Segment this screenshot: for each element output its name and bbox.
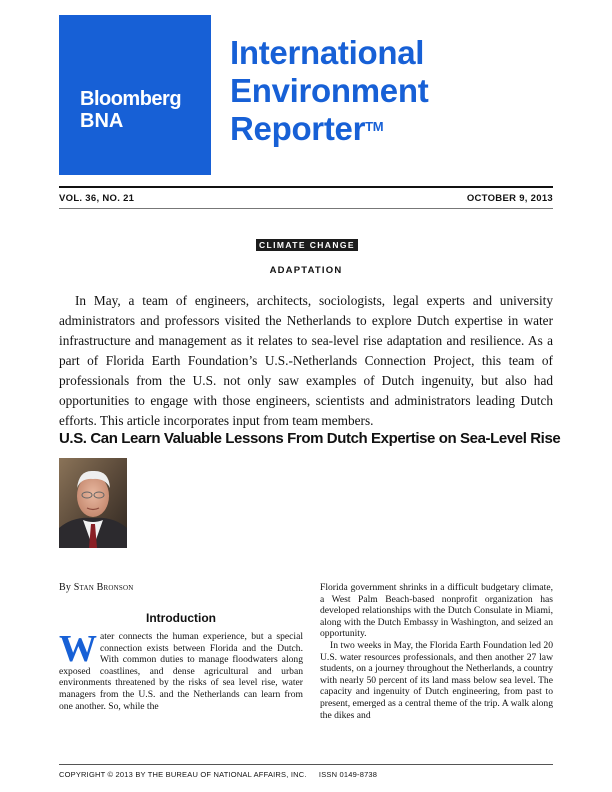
publication-title [230,34,428,148]
body-column-right [320,582,553,721]
byline-prefix: By [59,582,72,593]
subcategory-label: ADAPTATION [269,265,343,276]
section-heading-introduction: Introduction [146,611,216,625]
issue-date: OCTOBER 9, 2013 [466,193,553,204]
footer-issn: ISSN 0149-8738 [318,770,378,779]
article-headline: U.S. Can Learn Valuable Lessons From Dutch Expertise on Sea-Level Rise [59,430,561,447]
issue-volume: VOL. 36, NO. 21 [59,193,135,204]
body-column-left [59,628,303,712]
category-badge: CLIMATE CHANGE [256,239,358,251]
logo-line-bloomberg: Bloomberg [80,88,182,110]
bloomberg-bna-logo [59,15,211,175]
trademark-mark: TM [365,119,384,134]
right-column-paragraph: Florida government shrinks in a difficult budgetary climate, a West Palm Beach-based nonprofit organization has developed relationships with the Dutch Consulate in Miami, along with the Dutch Embassy in Washington, and seized an opportunity. [320,582,553,640]
drop-cap: W [59,628,97,670]
footer-copyright: COPYRIGHT © 2013 BY THE BUREAU OF NATIONAL AFFAIRS, INC. [59,770,307,779]
logo-line-bna: BNA [80,110,124,132]
page-footer [59,770,377,779]
masthead-rule [59,186,553,188]
title-line-1: International [230,34,425,71]
title-line-2: Environment [230,72,429,109]
masthead-subrule [59,208,553,209]
title-line-3: Reporter [230,110,366,147]
article-byline [59,582,134,593]
left-column-text: ater connects the human experience, but a special connection exists between Florida and the Dutch. With common duties to manage floodwaters along exposed coastlines, and dense agricultural and urban environments threatened by the risks of sea level rise, water managers from the U.S. and the Netherlands can learn from one another. So, while the [59,631,303,712]
author-photo [59,458,127,548]
right-column-paragraph: In two weeks in May, the Florida Earth Foundation led 20 U.S. water resources professionals, and then another 27 law students, on a journey throughout the Netherlands, a country with nearly 50 percent of its land mass below sea level. The capacity and ingenuity of Dutch engineering, from past to present, emerged as a central theme of the trip. A walk along the dikes and [320,639,553,721]
author-name: Stan Bronson [73,582,134,593]
footer-rule [59,764,553,765]
article-abstract: In May, a team of engineers, architects, sociologists, legal experts and university administrators and professors visited the Netherlands to explore Dutch expertise in water infrastructure and management as it relates to sea-level rise adaptation and resilience. As a part of Florida Earth Foundation’s U.S.-Netherlands Connection Project, this team of professionals from the U.S. not only saw examples of Dutch ingenuity, but also had opportunities to engage with those engineers, scientists and administrators leading Dutch efforts. This article incorporates input from team members. [59,293,553,428]
